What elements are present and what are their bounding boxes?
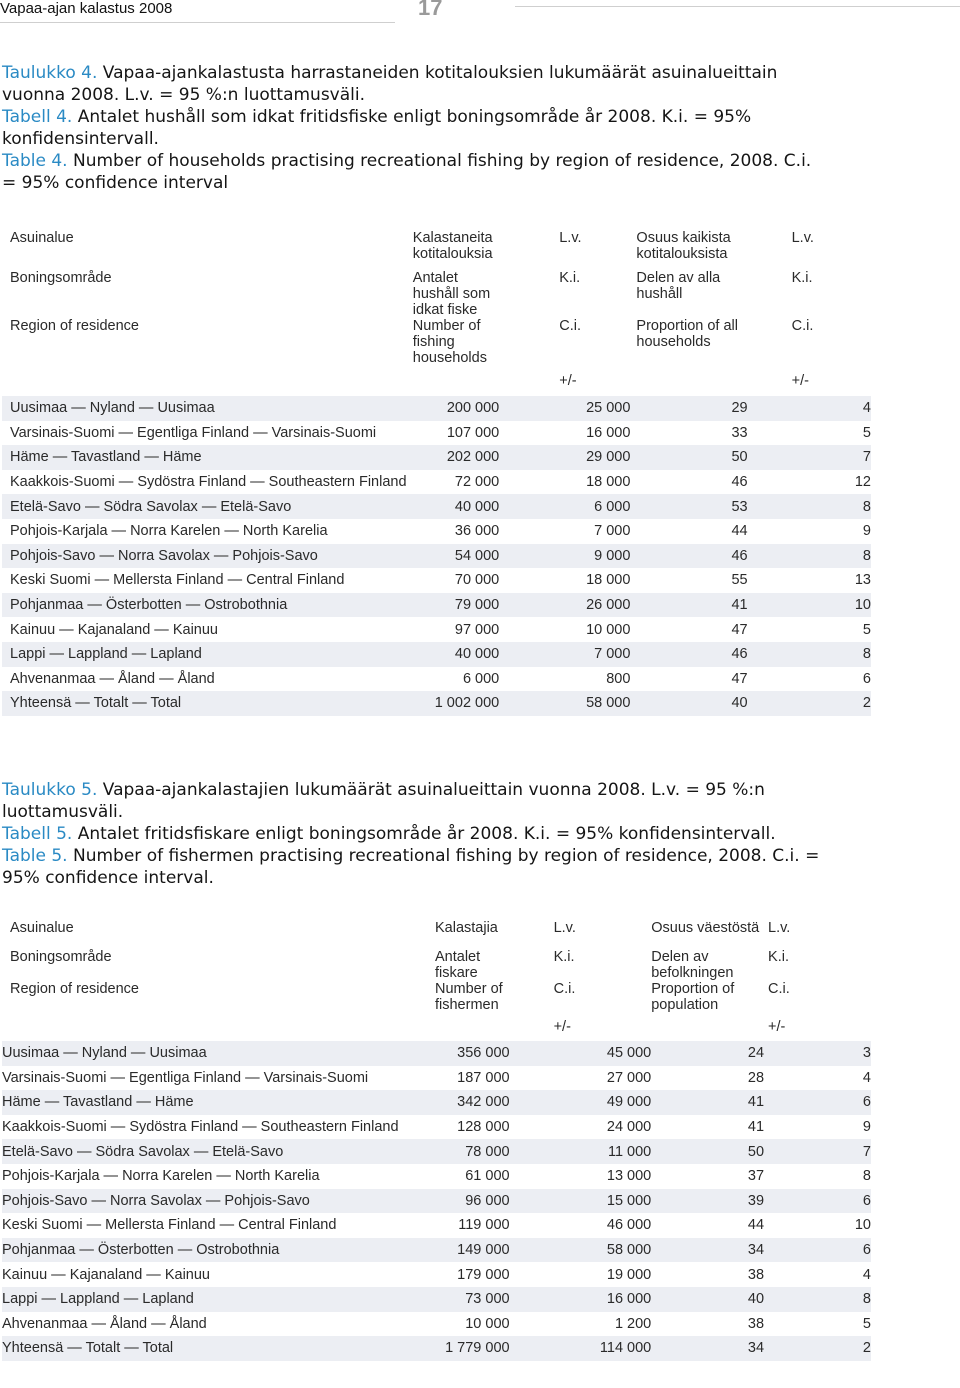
count-cell: 73 000 (435, 1287, 510, 1312)
plus-minus-label: +/- (768, 1019, 786, 1035)
region-cell: Pohjanmaa — Österbotten — Ostrobothnia (2, 593, 413, 618)
share-ci-cell: 8 (748, 642, 871, 667)
share-ci-cell: 5 (862, 621, 871, 638)
region-cell: Häme — Tavastland — Häme (2, 1090, 435, 1115)
header-row-en (2, 981, 871, 1013)
header-count: Kalastajia (434, 920, 498, 936)
table-row (2, 1336, 871, 1361)
ci-cell: 24 000 (606, 1119, 652, 1136)
header-row-sv (2, 949, 871, 981)
count-cell: 78 000 (435, 1139, 510, 1164)
share-cell: 24 (651, 1041, 764, 1066)
region-cell: Kainuu — Kajanaland — Kainuu (2, 1266, 210, 1283)
region-cell: Yhteensä — Totalt — Total (2, 691, 413, 716)
region-cell: Lappi — Lappland — Lapland (2, 642, 413, 667)
ci-cell: 27 000 (606, 1069, 652, 1086)
share-cell: 34 (651, 1336, 764, 1361)
count-cell: 200 000 (413, 396, 499, 421)
count-cell: 10 000 (465, 1315, 510, 1332)
header-row-fi (2, 920, 871, 949)
ci-cell: 46 000 (606, 1217, 652, 1234)
count-cell: 149 000 (435, 1238, 510, 1263)
header-rule-right (515, 6, 960, 7)
running-head (0, 0, 960, 22)
region-cell: Keski Suomi — Mellersta Finland — Central Finland (10, 572, 345, 589)
header-region: Region of residence (10, 318, 139, 334)
table4 (2, 230, 871, 716)
header-count: Kalastaneita kotitalouksia (412, 230, 493, 262)
count-cell: 79 000 (413, 593, 499, 618)
caption-label: Taulukko 5. (2, 780, 98, 800)
caption-label: Table 4. (2, 151, 68, 171)
share-ci-cell: 5 (862, 424, 871, 441)
ci-cell: 16 000 (510, 1287, 652, 1312)
share-ci-cell: 7 (764, 1139, 871, 1164)
header-ci: C.i. (553, 981, 576, 997)
table-row (2, 519, 871, 544)
share-ci-cell: 13 (854, 572, 871, 589)
table5 (2, 920, 871, 1361)
share-ci-cell: 10 (854, 1217, 871, 1234)
count-cell: 72 000 (454, 474, 500, 491)
share-cell: 34 (651, 1238, 764, 1263)
header-ci: K.i. (559, 270, 581, 286)
header-rule-left (0, 22, 395, 23)
caption-text: Number of fishermen practising recreational fishing by region of residence, 2008. C.i. = 95% confidence interval. (2, 846, 820, 888)
table-row (2, 1262, 871, 1287)
page-number: 17 (418, 0, 443, 20)
table-row (2, 1139, 871, 1164)
count-cell: 40 000 (413, 642, 499, 667)
caption-text: Antalet hushåll som idkat fritidsfiske enligt boningsområde år 2008. K.i. = 95% konfidensintervall. (2, 107, 752, 149)
share-cell: 39 (651, 1189, 764, 1214)
share-ci-cell: 3 (764, 1041, 871, 1066)
table-row (2, 1238, 871, 1263)
ci-cell: 45 000 (510, 1041, 652, 1066)
header-share-ci: C.i. (791, 318, 814, 334)
table-row (2, 421, 871, 446)
ci-cell: 19 000 (606, 1266, 652, 1283)
table-row (2, 617, 871, 642)
table-row (2, 642, 871, 667)
share-ci-cell: 8 (862, 1168, 871, 1185)
region-cell: Pohjois-Savo — Norra Savolax — Pohjois-Savo (2, 544, 413, 569)
share-ci-cell: 10 (748, 593, 871, 618)
share-ci-cell: 6 (764, 1090, 871, 1115)
share-ci-cell: 9 (862, 523, 871, 540)
count-cell: 119 000 (458, 1217, 510, 1234)
table-row (2, 1164, 871, 1189)
ci-cell: 58 000 (499, 691, 630, 716)
ci-cell: 29 000 (499, 445, 630, 470)
caption-en (2, 150, 822, 194)
share-cell: 40 (630, 691, 747, 716)
ci-cell: 58 000 (510, 1238, 652, 1263)
ci-cell: 6 000 (499, 494, 630, 519)
share-ci-cell: 8 (764, 1287, 871, 1312)
caption-fi (2, 779, 822, 823)
caption-label: Taulukko 4. (2, 63, 98, 83)
table-row (2, 1189, 871, 1214)
header-share-ci: C.i. (768, 981, 790, 997)
header-ci: L.v. (559, 230, 582, 246)
share-cell: 40 (651, 1287, 764, 1312)
share-ci-cell: 6 (862, 670, 871, 687)
share-ci-cell: 6 (764, 1238, 871, 1263)
header-count: Number of fishing households (412, 318, 487, 366)
count-cell: 179 000 (457, 1266, 510, 1283)
caption-text: Number of households practising recreational fishing by region of residence, 2008. C.i. = 95% confidence interval (2, 151, 812, 193)
table5-caption (2, 779, 822, 889)
share-cell: 41 (630, 593, 747, 618)
share-cell: 41 (651, 1090, 764, 1115)
table4-caption (2, 62, 822, 194)
count-cell: 128 000 (457, 1119, 510, 1136)
header-row-en (2, 318, 871, 366)
header-share: Delen av alla hushåll (636, 270, 721, 302)
ci-cell: 800 (606, 670, 631, 687)
table-row (2, 1090, 871, 1115)
caption-en (2, 845, 822, 889)
caption-sv (2, 106, 822, 150)
table-row (2, 1041, 871, 1066)
region-cell: Etelä-Savo — Södra Savolax — Etelä-Savo (2, 1139, 435, 1164)
header-share-ci: K.i. (791, 270, 813, 286)
header-share: Osuus väestöstä (651, 920, 760, 936)
ci-cell: 18 000 (586, 474, 631, 491)
table-row (2, 667, 871, 692)
header-count: Antalet hushåll som idkat fiske (412, 270, 491, 318)
ci-cell: 10 000 (586, 621, 631, 638)
share-ci-cell: 8 (748, 494, 871, 519)
region-cell: Keski Suomi — Mellersta Finland — Central Finland (2, 1217, 337, 1234)
header-row-sv (2, 270, 871, 318)
count-cell: 1 779 000 (435, 1336, 510, 1361)
count-cell: 187 000 (457, 1069, 510, 1086)
share-cell: 47 (731, 621, 748, 638)
region-cell: Etelä-Savo — Södra Savolax — Etelä-Savo (2, 494, 413, 519)
table-row (2, 396, 871, 421)
count-cell: 70 000 (454, 572, 500, 589)
header-ci: K.i. (553, 949, 575, 965)
share-ci-cell: 5 (862, 1315, 871, 1332)
ci-cell: 7 000 (499, 642, 630, 667)
region-cell: Pohjois-Karjala — Norra Karelen — North Karelia (2, 1168, 320, 1185)
count-cell: 40 000 (413, 494, 499, 519)
plus-minus-label: +/- (553, 1019, 571, 1035)
table-row (2, 1287, 871, 1312)
caption-text: Vapaa-ajankalastusta harrastaneiden kotitalouksien lukumäärät asuinalueittain vuonna 2008. L.v. = 95 %:n luottamusväli. (2, 63, 778, 105)
share-cell: 38 (747, 1266, 765, 1283)
header-count: Antalet fiskare (434, 949, 481, 981)
share-ci-cell: 6 (764, 1189, 871, 1214)
share-ci-cell: 8 (748, 544, 871, 569)
table4-body (2, 396, 871, 716)
share-ci-cell: 4 (862, 1266, 871, 1283)
header-region: Boningsområde (10, 270, 112, 286)
count-cell: 6 000 (462, 670, 500, 687)
caption-fi (2, 62, 822, 106)
table-row (2, 1115, 871, 1140)
count-cell: 342 000 (435, 1090, 510, 1115)
share-ci-cell: 4 (862, 1069, 871, 1086)
ci-cell: 7 000 (594, 523, 631, 540)
share-cell: 47 (731, 670, 748, 687)
share-cell: 44 (731, 523, 748, 540)
region-cell: Pohjois-Karjala — Norra Karelen — North Karelia (10, 523, 328, 540)
header-count: Number of fishermen (434, 981, 503, 1013)
header-region: Asuinalue (10, 920, 74, 936)
share-cell: 44 (747, 1217, 765, 1234)
table-row (2, 494, 871, 519)
count-cell: 96 000 (435, 1189, 510, 1214)
table-row (2, 691, 871, 716)
share-cell: 55 (731, 572, 748, 589)
share-cell: 41 (747, 1119, 765, 1136)
table-row (2, 568, 871, 593)
ci-cell: 49 000 (510, 1090, 652, 1115)
region-cell: Pohjanmaa — Österbotten — Ostrobothnia (2, 1238, 435, 1263)
region-cell: Uusimaa — Nyland — Uusimaa (2, 1041, 435, 1066)
caption-label: Table 5. (2, 846, 68, 866)
count-cell: 356 000 (435, 1041, 510, 1066)
plus-minus-label: +/- (791, 373, 809, 389)
region-cell: Yhteensä — Totalt — Total (2, 1336, 435, 1361)
ci-cell: 25 000 (499, 396, 630, 421)
share-cell: 50 (630, 445, 747, 470)
table-row (2, 593, 871, 618)
table5-body (2, 1041, 871, 1361)
header-share: Proportion of population (651, 981, 735, 1013)
header-share-ci: L.v. (768, 920, 791, 936)
header-share: Delen av befolkningen (651, 949, 734, 981)
plus-minus-row (2, 366, 871, 396)
table-row (2, 544, 871, 569)
region-cell: Ahvenanmaa — Åland — Åland (10, 670, 215, 687)
region-cell: Pohjois-Savo — Norra Savolax — Pohjois-Savo (2, 1189, 435, 1214)
share-cell: 28 (747, 1069, 765, 1086)
region-cell: Kaakkois-Suomi — Sydöstra Finland — Southeastern Finland (10, 474, 407, 491)
share-ci-cell: 2 (748, 691, 871, 716)
table-row (2, 1066, 871, 1091)
ci-cell: 13 000 (606, 1168, 652, 1185)
ci-cell: 15 000 (510, 1189, 652, 1214)
header-region: Boningsområde (10, 949, 112, 965)
share-cell: 33 (731, 424, 748, 441)
share-cell: 37 (747, 1168, 765, 1185)
region-cell: Häme — Tavastland — Häme (2, 445, 413, 470)
header-share-ci: L.v. (791, 230, 814, 246)
share-ci-cell: 4 (748, 396, 871, 421)
region-cell: Kaakkois-Suomi — Sydöstra Finland — Southeastern Finland (2, 1119, 399, 1136)
region-cell: Uusimaa — Nyland — Uusimaa (2, 396, 413, 421)
ci-cell: 26 000 (499, 593, 630, 618)
ci-cell: 18 000 (586, 572, 631, 589)
share-cell: 50 (651, 1139, 764, 1164)
caption-text: Antalet fritidsfiskare enligt boningsområde år 2008. K.i. = 95% konfidensintervall. (72, 824, 776, 844)
share-ci-cell: 2 (764, 1336, 871, 1361)
caption-text: Vapaa-ajankalastajien lukumäärät asuinalueittain vuonna 2008. L.v. = 95 %:n luottamusväli. (2, 780, 765, 822)
ci-cell: 9 000 (499, 544, 630, 569)
share-ci-cell: 9 (862, 1119, 871, 1136)
header-share-ci: K.i. (768, 949, 789, 965)
region-cell: Kainuu — Kajanaland — Kainuu (10, 621, 218, 638)
region-cell: Ahvenanmaa — Åland — Åland (2, 1315, 207, 1332)
share-cell: 53 (630, 494, 747, 519)
region-cell: Varsinais-Suomi — Egentliga Finland — Varsinais-Suomi (2, 1069, 369, 1086)
share-ci-cell: 12 (854, 474, 871, 491)
share-cell: 46 (630, 642, 747, 667)
count-cell: 61 000 (465, 1168, 510, 1185)
count-cell: 1 002 000 (413, 691, 499, 716)
share-ci-cell: 7 (748, 445, 871, 470)
table-row (2, 445, 871, 470)
table-row (2, 470, 871, 495)
caption-sv (2, 823, 822, 845)
header-ci: C.i. (559, 318, 581, 334)
running-title: Vapaa-ajan kalastus 2008 (0, 0, 173, 17)
header-region: Region of residence (10, 981, 139, 997)
ci-cell: 11 000 (510, 1139, 652, 1164)
table-row (2, 1213, 871, 1238)
count-cell: 54 000 (413, 544, 499, 569)
header-region: Asuinalue (10, 230, 74, 246)
header-share: Proportion of all households (636, 318, 738, 350)
share-cell: 29 (630, 396, 747, 421)
share-cell: 46 (630, 544, 747, 569)
share-cell: 38 (747, 1315, 765, 1332)
plus-minus-row (2, 1013, 871, 1041)
ci-cell: 114 000 (510, 1336, 652, 1361)
caption-label: Tabell 4. (2, 107, 73, 127)
caption-label: Tabell 5. (2, 824, 73, 844)
count-cell: 97 000 (454, 621, 500, 638)
count-cell: 202 000 (413, 445, 499, 470)
share-cell: 46 (731, 474, 748, 491)
header-share: Osuus kaikista kotitalouksista (636, 230, 731, 262)
count-cell: 36 000 (454, 523, 500, 540)
count-cell: 107 000 (446, 424, 500, 441)
header-row-fi (2, 230, 871, 270)
plus-minus-label: +/- (559, 373, 577, 389)
header-ci: L.v. (553, 920, 576, 936)
ci-cell: 16 000 (586, 424, 631, 441)
region-cell: Varsinais-Suomi — Egentliga Finland — Varsinais-Suomi (10, 424, 377, 441)
region-cell: Lappi — Lappland — Lapland (2, 1287, 435, 1312)
table-row (2, 1312, 871, 1337)
ci-cell: 1 200 (614, 1315, 652, 1332)
